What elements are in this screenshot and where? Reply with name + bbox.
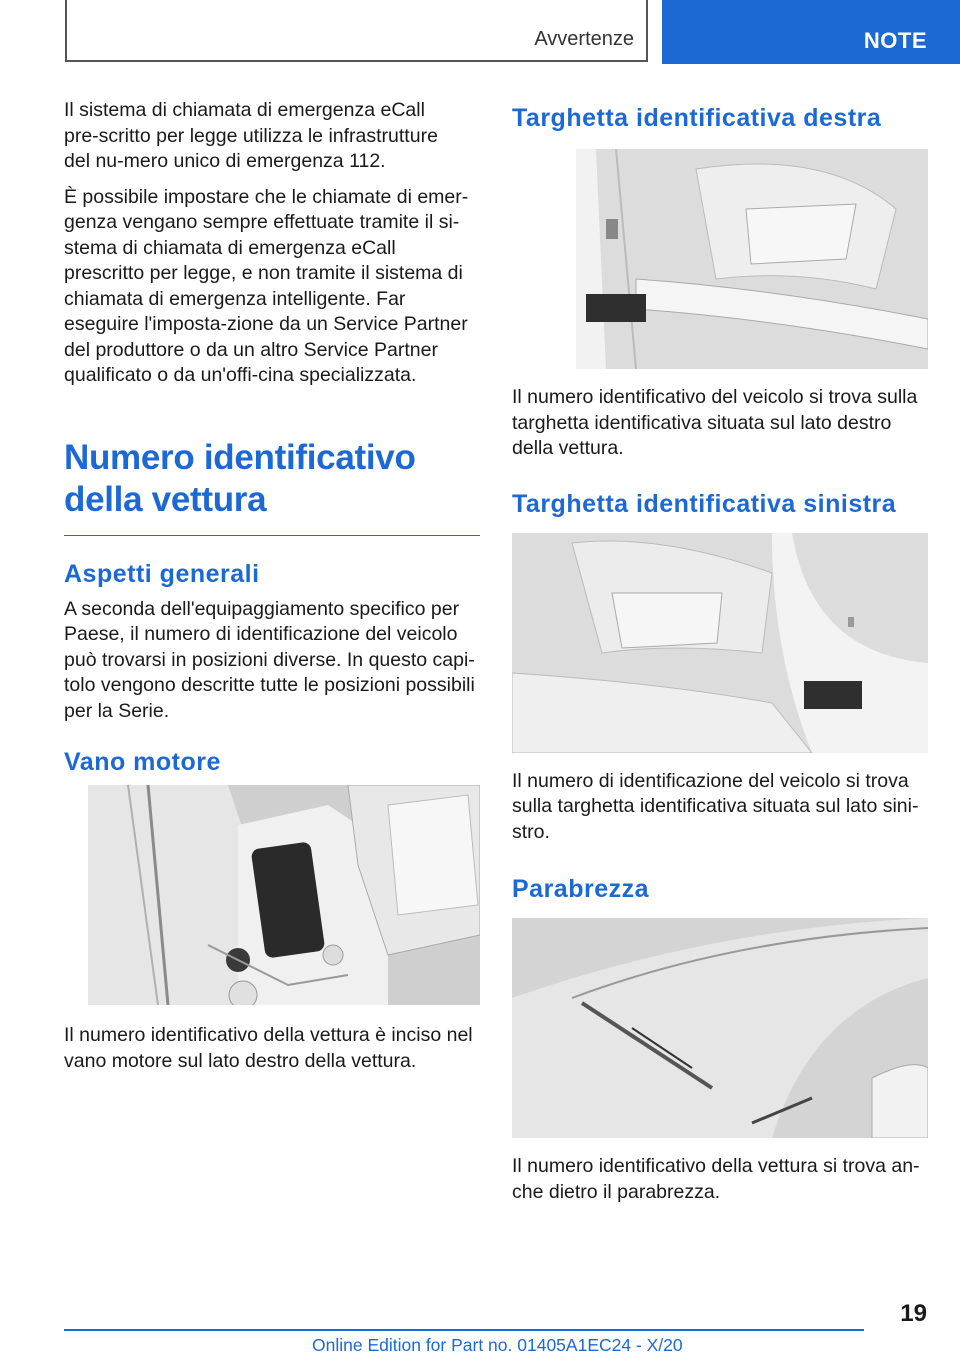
left-plate-illustration xyxy=(512,533,928,753)
subtitle-left-plate: Targhetta identificativa sinistra xyxy=(512,489,897,518)
paragraph-windshield: Il numero identificativo della vettura si trova an-che dietro il parabrezza. xyxy=(512,1155,920,1203)
windshield-illustration xyxy=(512,918,928,1138)
subtitle-right-plate: Targhetta identificativa destra xyxy=(512,104,882,132)
section-title-vin: Numero identificativo della vettura xyxy=(64,437,480,536)
right-plate-illustration xyxy=(576,149,928,369)
paragraph-right-plate: Il numero identificativo del veicolo si trova sulla targhetta identificativa situata sul lato destro della vettura. xyxy=(512,386,918,459)
paragraph-general: A seconda dell'equipaggiamento specifico per Paese, il numero di identificazione del veicolo può trovarsi in posizioni diverse. In questo capi-tolo vengono descritte tutte le posizioni possibili per la Serie. xyxy=(64,597,475,722)
paragraph-engine-bay: Il numero identificativo della vettura è inciso nel vano motore sul lato destro della vettura. xyxy=(64,1024,473,1072)
footer-edition: Online Edition for Part no. 01405A1EC24 - X/20 xyxy=(312,1335,683,1355)
header-tab[interactable] xyxy=(662,0,960,64)
subtitle-general: Aspetti generali xyxy=(64,559,260,588)
header-tab-label: NOTE xyxy=(863,28,927,53)
left-column xyxy=(64,98,480,1084)
subtitle-engine-bay: Vano motore xyxy=(64,748,221,776)
right-column xyxy=(512,104,928,1215)
page-number: 19 xyxy=(900,1300,927,1327)
header-section-label: Avvertenze xyxy=(534,28,634,50)
paragraph-left-plate: Il numero di identificazione del veicolo si trova sulla targhetta identificativa situata sul lato sini-stro. xyxy=(512,769,919,843)
subtitle-windshield: Parabrezza xyxy=(512,875,650,903)
footer-divider xyxy=(64,1329,864,1331)
paragraph-ecall: Il sistema di chiamata di emergenza eCall pre-scritto per legge utilizza le infrastrutture del nu-mero unico di emergenza 112. xyxy=(64,99,438,172)
header-section-box xyxy=(65,0,648,62)
engine-bay-illustration xyxy=(88,785,480,1005)
paragraph-ecall-setting: È possibile impostare che le chiamate di emer-genza vengano sempre effettuate tramite il si-stema di chiamata di emergenza eCall prescritto per legge, e non tramite il sistema di chiamata di emergenza intelligente. Far eseguire l'imposta-zione da un Service Partner del produttore o da un altro Service Partner qualificato o da un'offi-cina specializzata. xyxy=(64,185,469,386)
